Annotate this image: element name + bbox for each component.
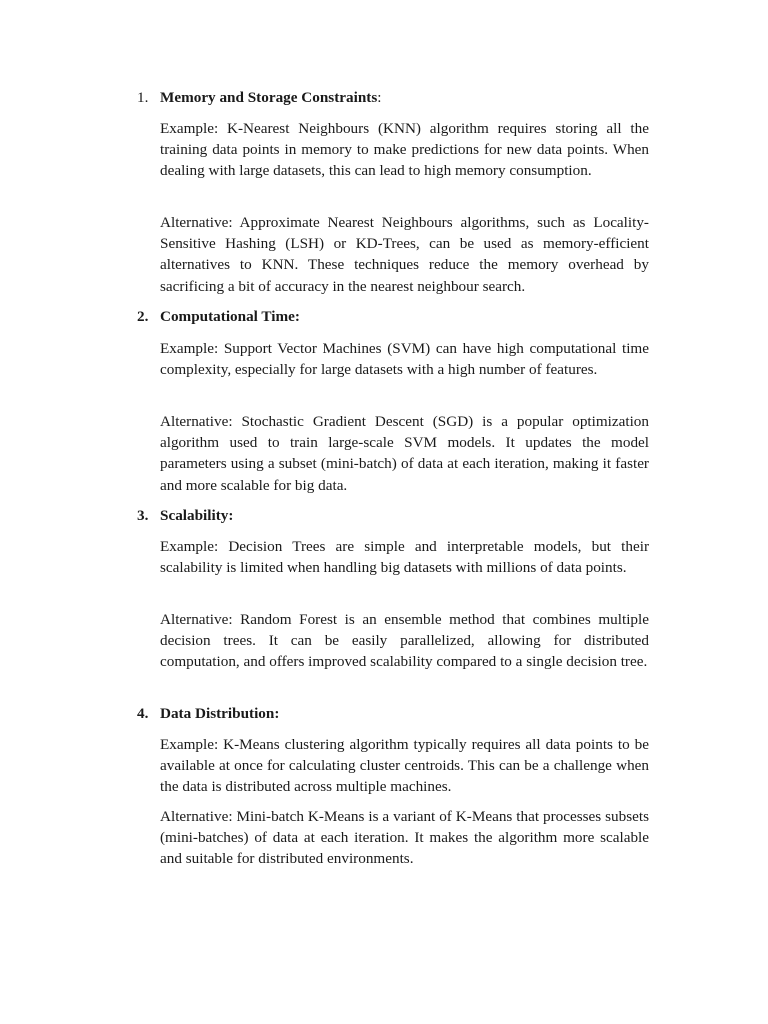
- item-title-text: Scalability:: [160, 507, 234, 524]
- item-number: 4.: [137, 705, 149, 722]
- item-title-text: Computational Time:: [160, 308, 300, 325]
- item-number: 2.: [137, 308, 149, 325]
- alternative-paragraph: Alternative: Stochastic Gradient Descent (SGD) is a popular optimization algorithm used to train large-scale SVM models. It updates the model parameters using a subset (mini-batch) of data at each iteration, making it faster and more scalable for big data.: [160, 413, 649, 494]
- item-number: 3.: [137, 507, 149, 524]
- example-paragraph: Example: K-Nearest Neighbours (KNN) algorithm requires storing all the training data points in memory to make predictions for new data points. When dealing with large datasets, this can lead to high memory consumption.: [160, 120, 649, 180]
- item-title-suffix: :: [377, 89, 382, 106]
- example-paragraph: Example: Support Vector Machines (SVM) can have high computational time complexity, especially for large datasets with a high number of features.: [160, 340, 649, 379]
- item-title-text: Data Distribution:: [160, 705, 280, 722]
- item-title: [160, 703, 279, 724]
- alternative-paragraph: Alternative: Approximate Nearest Neighbours algorithms, such as Locality-Sensitive Hashing (LSH) or KD-Trees, can be used as memory-efficient alternatives to KNN. These techniques reduce the memory overhead by sacrificing a bit of accuracy in the nearest neighbour search.: [160, 214, 649, 295]
- example-paragraph: Example: K-Means clustering algorithm typically requires all data points to be available at once for calculating cluster centroids. This can be a challenge when the data is distributed across multiple machines.: [160, 736, 649, 796]
- item-number: 1.: [137, 89, 149, 106]
- item-title: [160, 306, 300, 327]
- item-title-text: Memory and Storage Constraints: [160, 89, 378, 106]
- alternative-paragraph: Alternative: Mini-batch K-Means is a variant of K-Means that processes subsets (mini-batches) of data at each iteration. It makes the algorithm more scalable and suitable for distributed environments.: [160, 808, 649, 868]
- example-paragraph: Example: Decision Trees are simple and interpretable models, but their scalability is limited when handling big datasets with millions of data points.: [160, 538, 649, 577]
- item-title: [160, 505, 233, 526]
- alternative-paragraph: Alternative: Random Forest is an ensemble method that combines multiple decision trees. It can be easily parallelized, allowing for distributed computation, and offers improved scalability compared to a single decision tree.: [160, 611, 649, 671]
- item-title: [160, 87, 381, 108]
